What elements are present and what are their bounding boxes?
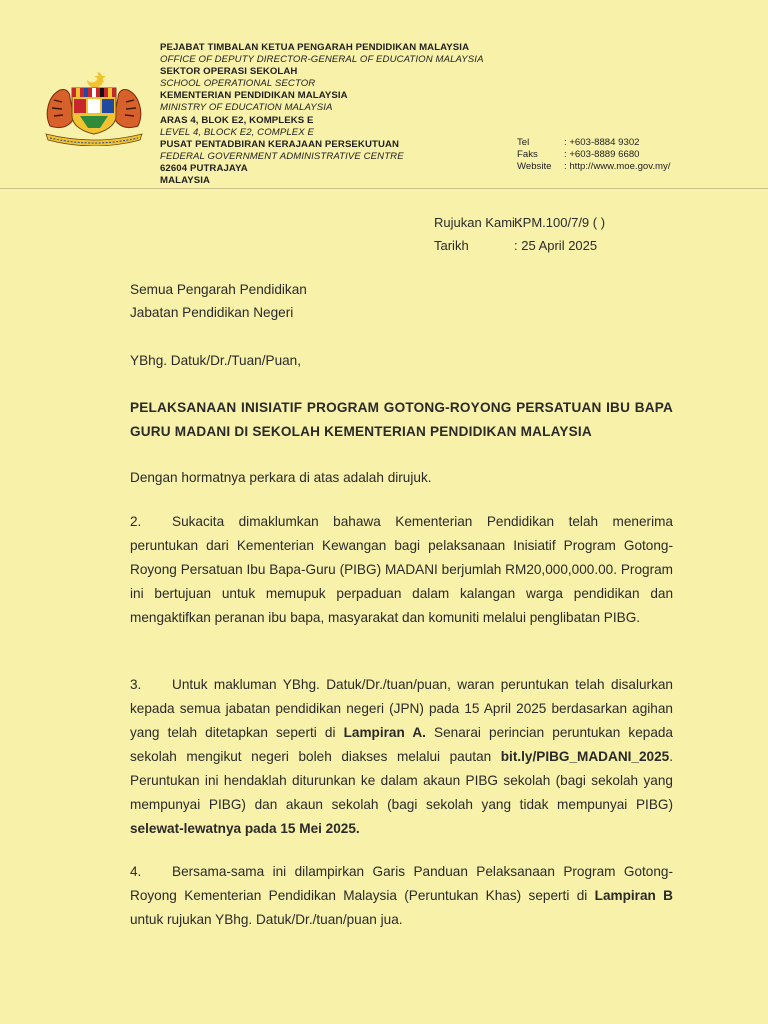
opening-line: Dengan hormatnya perkara di atas adalah dirujuk. [130,470,432,485]
letterhead-divider [0,188,768,189]
appendix-a-ref: Lampiran A. [343,725,426,740]
paragraph-text: Bersama-sama ini dilampirkan Garis Panduan Pelaksanaan Program Gotong-Royong Kementerian Pendidikan Malaysia (Peruntukan Khas) seperti di [130,864,673,903]
paragraph-3 [130,673,673,841]
reference-row [434,211,734,234]
recipient-block [130,278,673,324]
appendix-b-ref: Lampiran B [594,888,673,903]
recipient-line: Jabatan Pendidikan Negeri [130,305,294,320]
date-row [434,234,734,257]
office-line: ARAS 4, BLOK E2, KOMPLEKS E [160,114,314,126]
paragraph-number: 3. [130,677,142,692]
date-label: Tarikh [434,238,469,253]
reference-block [434,211,734,257]
paragraph-text: . Peruntukan ini hendaklah diturunkan ke dalam akaun PIBG sekolah (bagi sekolah yang mempunyai PIBG) dan akaun sekolah (bagi sekolah yang tidak mempunyai PIBG) [130,749,673,812]
office-line: PEJABAT TIMBALAN KETUA PENGARAH PENDIDIKAN MALAYSIA [160,42,470,53]
office-line: KEMENTERIAN PENDIDIKAN MALAYSIA [160,90,348,102]
reference-label: Rujukan Kami : [434,215,523,230]
paragraph-text: untuk rujukan YBhg. Datuk/Dr./tuan/puan jua. [130,912,403,927]
contact-value: : +603-8884 9302 [564,137,640,148]
pibg-link[interactable]: bit.ly/PIBG_MADANI_2025 [500,749,670,764]
office-line: SEKTOR OPERASI SEKOLAH [160,66,298,78]
paragraph-number: 2. [130,514,142,529]
paragraph-number: 4. [130,864,142,879]
reference-value: KPM.100/7/9 ( ) [514,215,606,230]
office-line: MINISTRY OF EDUCATION MALAYSIA [160,102,333,114]
date-value: : 25 April 2025 [514,238,598,253]
recipient-line: Semua Pengarah Pendidikan [130,282,307,297]
malaysia-coat-of-arms-icon [40,66,148,146]
salutation: YBhg. Datuk/Dr./Tuan/Puan, [130,353,302,368]
letterhead [0,0,768,190]
office-line: PUSAT PENTADBIRAN KERAJAAN PERSEKUTUAN [160,138,400,150]
contact-tel [517,137,762,149]
office-line: FEDERAL GOVERNMENT ADMINISTRATIVE CENTRE [160,150,404,162]
contact-label: Website [517,161,552,173]
office-line: 62604 PUTRAJAYA [160,162,248,174]
office-line: OFFICE OF DEPUTY DIRECTOR-GENERAL OF EDUCATION MALAYSIA [160,54,484,66]
paragraph-text: Sukacita dimaklumkan bahawa Kementerian Pendidikan telah menerima peruntukan dari Kementerian Kewangan bagi pelaksanaan Inisiatif Program Gotong-Royong Persatuan Ibu Bapa-Guru (PIBG) MADANI berjumlah RM20,000,000.00. Program ini bertujuan untuk memupuk perpaduan dalam kalangan warga pendidikan dan mengaktifkan peranan ibu bapa, masyarakat dan komuniti melalui penglibatan PIBG. [130,514,673,625]
paragraph-text: Senarai perincian peruntukan kepada sekolah mengikut negeri boleh diakses melalui pautan [130,725,673,764]
contact-value: : +603-8889 6680 [564,149,640,161]
office-line: MALAYSIA [160,175,211,187]
contact-block [517,137,762,173]
paragraph-2 [130,510,673,630]
contact-value: : http://www.moe.gov.my/ [564,161,671,173]
office-line: LEVEL 4, BLOCK E2, COMPLEX E [160,126,315,138]
office-address-block [160,42,540,187]
office-line: SCHOOL OPERATIONAL SECTOR [160,78,316,90]
deadline-text: selewat-lewatnya pada 15 Mei 2025. [130,821,360,836]
paragraph-text: Untuk makluman YBhg. Datuk/Dr./tuan/puan, waran peruntukan telah disalurkan kepada semua jabatan pendidikan negeri (JPN) pada 15 April 2025 berdasarkan agihan yang telah ditetapkan seperti di [130,677,673,740]
contact-label: Faks [517,149,538,161]
letter-subject: PELAKSANAAN INISIATIF PROGRAM GOTONG-ROYONG PERSATUAN IBU BAPA GURU MADANI DI SEKOLAH KEMENTERIAN PENDIDIKAN MALAYSIA [130,400,673,439]
contact-website [517,161,762,173]
paragraph-4 [130,860,673,932]
contact-label: Tel [517,137,530,148]
contact-fax [517,149,762,161]
